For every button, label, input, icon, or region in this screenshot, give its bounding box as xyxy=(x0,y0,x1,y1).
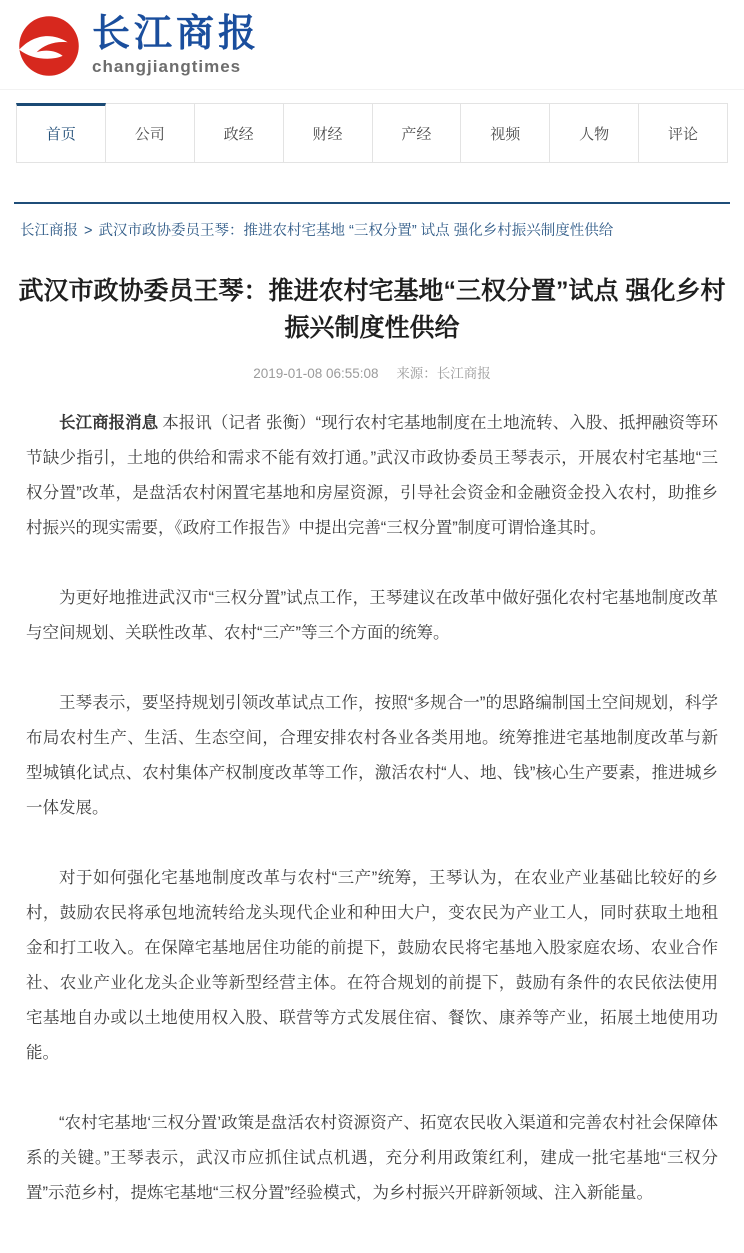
nav-tab-home[interactable]: 首页 xyxy=(16,103,106,162)
article-title: 武汉市政协委员王琴：推进农村宅基地“三权分置”试点 强化乡村振兴制度性供给 xyxy=(18,277,726,342)
breadcrumb-home-link[interactable]: 长江商报 xyxy=(20,223,78,239)
breadcrumb-separator: > xyxy=(84,223,93,239)
paragraph-text: 王琴表示，要坚持规划引领改革试点工作，按照“多规合一”的思路编制国土空间规划，科学布局农村生产、生活、生态空间，合理安排农村各业各类用地。统筹推进宅基地制度改革与新型城镇化试点、农村集体产权制度改革等工作，激活农村“人、地、钱”核心生产要素，推进城乡一体发展。 xyxy=(26,693,718,817)
article-paragraph xyxy=(26,861,718,1071)
nav-tab-industry[interactable]: 产经 xyxy=(373,103,462,162)
nav-tab-finance[interactable]: 财经 xyxy=(284,103,373,162)
breadcrumb xyxy=(0,204,744,241)
article-meta xyxy=(0,362,744,382)
article-source: 来源：长江商报 xyxy=(396,365,491,381)
nav-tab-video[interactable]: 视频 xyxy=(461,103,550,162)
paragraph-text: “农村宅基地‘三权分置’政策是盘活农村资源资产、拓宽农民收入渠道和完善农村社会保障体系的关键。”王琴表示，武汉市应抓住试点机遇，充分利用政策红利，建成一批宅基地“三权分置”示范乡村，提炼宅基地“三权分置”经验模式，为乡村振兴开辟新领域、注入新能量。 xyxy=(26,1113,718,1202)
article-paragraph xyxy=(26,581,718,651)
paragraph-lead: 长江商报消息 xyxy=(59,413,159,432)
nav-tab-company[interactable]: 公司 xyxy=(106,103,195,162)
logo-english-name: changjiangtimes xyxy=(92,56,242,76)
article-date: 2019-01-08 06:55:08 xyxy=(253,365,379,381)
nav-tab-comment[interactable]: 评论 xyxy=(639,103,728,162)
changjiangtimes-logo-icon[interactable] xyxy=(18,15,80,77)
article-body xyxy=(0,382,744,1253)
main-nav xyxy=(16,103,728,163)
site-header xyxy=(0,0,744,90)
logo-text[interactable] xyxy=(92,15,260,77)
nav-tab-people[interactable]: 人物 xyxy=(550,103,639,162)
logo-chinese-name: 长江商报 xyxy=(92,13,261,56)
article-paragraph xyxy=(26,406,718,546)
nav-tab-politics[interactable]: 政经 xyxy=(195,103,284,162)
paragraph-text: 本报讯（记者 张衡）“现行农村宅基地制度在土地流转、入股、抵押融资等环节缺少指引，土地的供给和需求不能有效打通。”武汉市政协委员王琴表示，开展农村宅基地“三权分置”改革，是盘活农村闲置宅基地和房屋资源，引导社会资金和金融资金投入农村，助推乡村振兴的现实需要，《政府工作报告》中提出完善“三权分置”制度可谓恰逢其时。 xyxy=(26,413,718,537)
paragraph-text: 对于如何强化宅基地制度改革与农村“三产”统筹，王琴认为，在农业产业基础比较好的乡村，鼓励农民将承包地流转给龙头现代企业和种田大户，变农民为产业工人，同时获取土地租金和打工收入。在保障宅基地居住功能的前提下，鼓励农民将宅基地入股家庭农场、农业合作社、农业产业化龙头企业等新型经营主体。在符合规划的前提下，鼓励有条件的农民依法使用宅基地自办或以土地使用权入股、联营等方式发展住宿、餐饮、康养等产业，拓展土地使用功能。 xyxy=(26,868,718,1062)
breadcrumb-current: 武汉市政协委员王琴：推进农村宅基地 “三权分置” 试点 强化乡村振兴制度性供给 xyxy=(98,223,614,239)
article-paragraph xyxy=(26,1106,718,1211)
article-paragraph xyxy=(26,686,718,826)
paragraph-text: 为更好地推进武汉市“三权分置”试点工作，王琴建议在改革中做好强化农村宅基地制度改革与空间规划、关联性改革、农村“三产”等三个方面的统筹。 xyxy=(26,588,718,642)
